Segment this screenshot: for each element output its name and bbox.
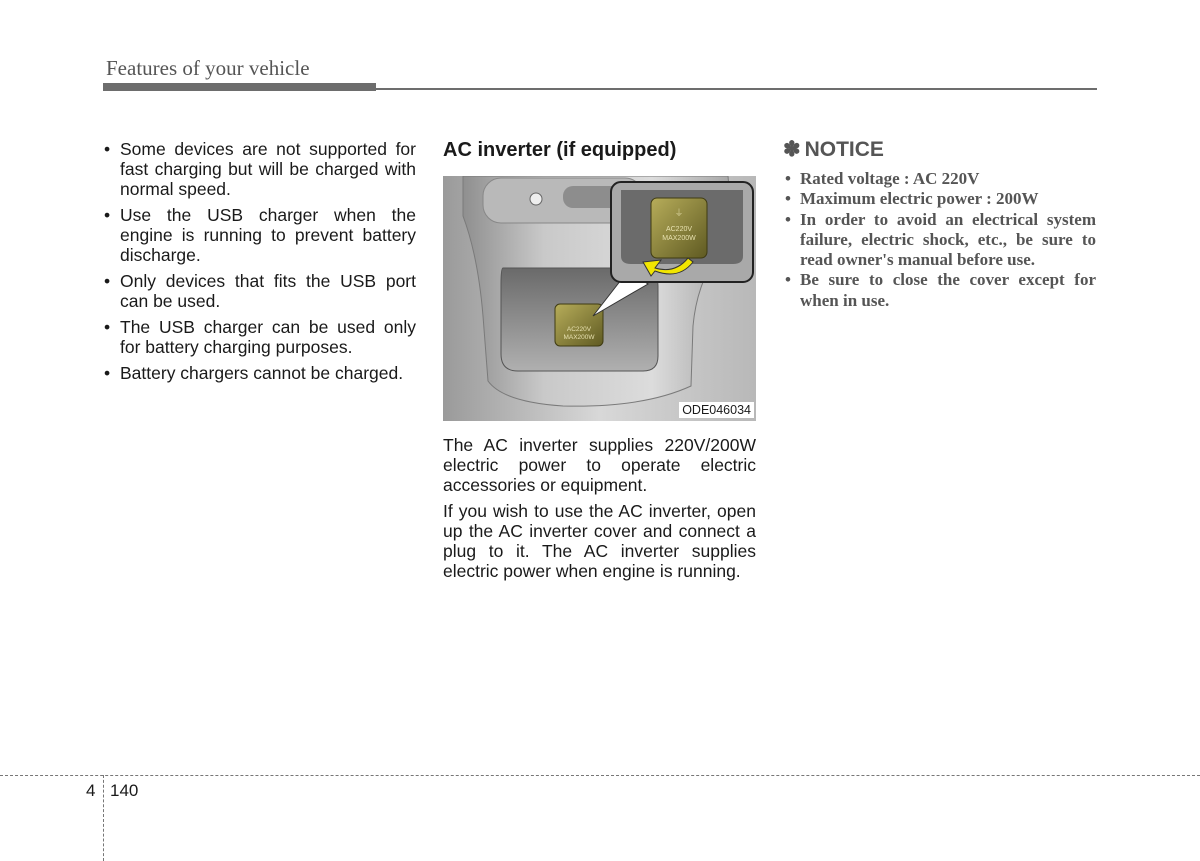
chapter-number: 4 (86, 781, 96, 800)
left-column (103, 139, 416, 389)
page-number: 140 (110, 781, 139, 800)
middle-column (443, 138, 756, 587)
outlet-label-large-line1: AC220V (665, 226, 693, 233)
footer-divider (103, 775, 104, 861)
console-illustration (443, 176, 756, 421)
right-column (783, 137, 1096, 311)
notice-title: NOTICE (804, 138, 884, 161)
section-title: AC inverter (if equipped) (443, 139, 677, 161)
notice-heading (783, 137, 1096, 163)
paragraph: If you wish to use the AC inverter, open up the AC inverter cover and connect a plug to it. The AC inverter supplies electric power when engine is running. (443, 501, 756, 581)
list-item: • Maximum electric power : 200W (783, 189, 1096, 209)
list-item: • Battery chargers cannot be charged. (103, 363, 416, 383)
notice-list (783, 169, 1096, 311)
outlet-label-small-line2: MAX200W (563, 334, 595, 341)
page-header-title: Features of your vehicle (106, 56, 310, 80)
usb-notes-list (103, 139, 416, 383)
header-rule-thin (376, 88, 1097, 90)
list-item: • Be sure to close the cover except for when in use. (783, 270, 1096, 311)
list-item: • Use the USB charger when the engine is running to prevent battery discharge. (103, 205, 416, 265)
list-item: • Some devices are not supported for fast charging but will be charged with normal speed. (103, 139, 416, 199)
ac-inverter-figure (443, 176, 756, 421)
outlet-plug-icon: ⏚ (674, 208, 684, 218)
paragraph: The AC inverter supplies 220V/200W electric power to operate electric accessories or equipment. (443, 435, 756, 495)
list-item: • In order to avoid an electrical system failure, electric shock, etc., be sure to read owner's manual before use. (783, 210, 1096, 271)
header-rule-thick (103, 83, 376, 91)
footer-rule (0, 775, 1200, 776)
list-item: • Only devices that fits the USB port can be used. (103, 271, 416, 311)
outlet-label-large-line2: MAX200W (662, 235, 696, 242)
outlet-label-small-line1: AC220V (566, 326, 592, 333)
list-item: • Rated voltage : AC 220V (783, 169, 1096, 189)
notice-star-icon: ✽ (783, 138, 801, 161)
list-item: • The USB charger can be used only for battery charging purposes. (103, 317, 416, 357)
figure-code: ODE046034 (679, 402, 754, 418)
